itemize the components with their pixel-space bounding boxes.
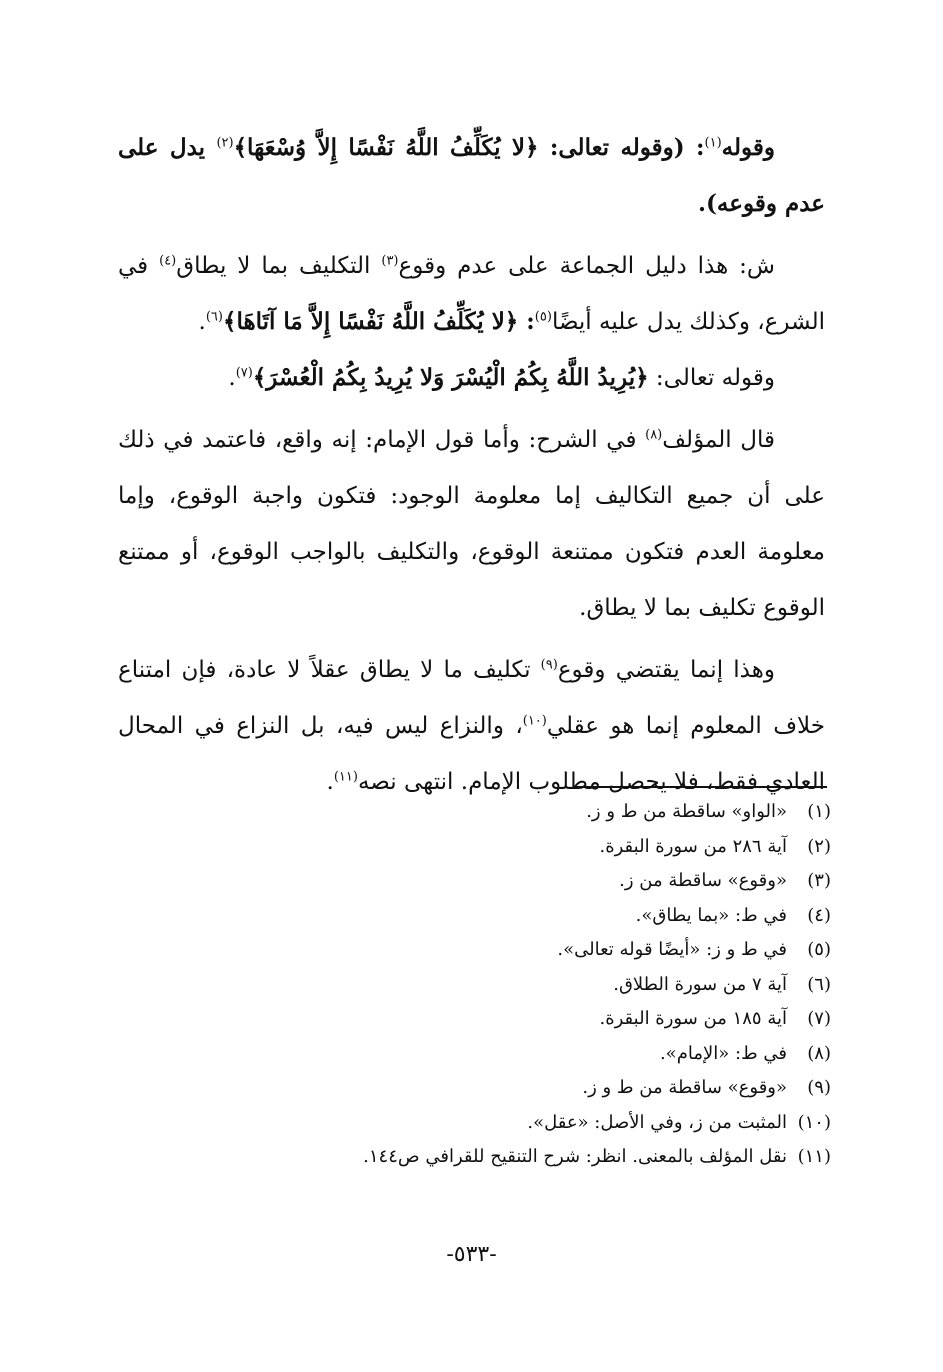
text-run: ش: هذا دليل الجماعة على عدم وقوع	[398, 253, 776, 279]
footnote-item	[191, 933, 831, 968]
bold-text: يدل على عدم وقوعه).	[118, 134, 825, 217]
footnote-ref: (٣)	[381, 253, 399, 269]
text-run: .	[198, 309, 206, 335]
footnote-item	[191, 1071, 831, 1106]
footnote-number: (٨)	[807, 1042, 831, 1064]
footnote-ref: (٩)	[540, 657, 558, 673]
footnote-number: (١٠)	[797, 1111, 831, 1133]
page-number: -٥٣٣-	[446, 1242, 497, 1267]
footnote-number: (١١)	[797, 1146, 831, 1167]
footnote-number: (٣)	[807, 870, 831, 891]
footnote-ref: (٦)	[205, 309, 223, 325]
text-run: .	[326, 769, 334, 795]
footnote-number: (٦)	[807, 973, 831, 995]
paragraph	[118, 412, 825, 636]
paragraph	[118, 120, 825, 232]
footnote-number: (٤)	[807, 904, 831, 926]
main-text	[118, 120, 825, 816]
text-run: وقوله تعالى:	[648, 365, 775, 391]
footnote-ref: (٤)	[159, 253, 177, 269]
text-run: التكليف بما لا يطاق	[176, 253, 382, 279]
text-run: ، والنزاع ليس فيه، بل النزاع في المحال العادي فقط، فلا يحصل مطلوب الإمام. انتهى نصه	[118, 713, 825, 795]
footnote-item	[191, 864, 831, 899]
footnote-number: (٢)	[807, 835, 831, 857]
footnote-text: آية ٧ من سورة الطلاق.	[613, 973, 787, 995]
footnote-item	[191, 968, 831, 1003]
footnotes-list	[191, 795, 831, 1175]
footnote-ref: (٢)	[216, 135, 234, 151]
footnote-text: في ط: «بما يطاق».	[635, 904, 787, 926]
footnote-ref: (٧)	[235, 365, 253, 381]
text-run: في الشرح: وأما قول الإمام: إنه واقع، فاعتمد في ذلك على أن جميع التكاليف إما معلومة الوجود: فتكون واجبة الوقوع، وإما معلومة العدم فتكون ممتنعة الوقوع، والتكليف بالواجب الوقوع، أو ممتنع الوقوع تكليف بما لا يطاق.	[118, 427, 825, 621]
footnote-item	[191, 795, 831, 830]
footnote-text: «وقوع» ساقطة من ط و ز.	[582, 1077, 787, 1098]
bold-text: : ﴿لا يُكَلِّفُ اللَّهُ نَفْسًا إِلاَّ مَا آتَاهَا﴾	[222, 308, 535, 335]
footnote-ref: (١)	[704, 135, 722, 151]
text-run: وهذا إنما يقتضي وقوع	[557, 657, 775, 683]
footnote-item	[191, 1002, 831, 1037]
paragraph	[118, 350, 825, 406]
text-run: في الشرع، وكذلك يدل عليه أيضًا	[118, 253, 825, 335]
footnote-number: (١)	[807, 801, 831, 822]
paragraph	[118, 642, 825, 810]
footnote-text: في ط: «الإمام».	[659, 1042, 787, 1064]
paragraph	[118, 238, 825, 350]
footnote-text: «وقوع» ساقطة من ز.	[619, 870, 787, 891]
footnote-ref: (٨)	[645, 427, 663, 443]
footnote-ref: (٥)	[534, 309, 552, 325]
footnote-text: المثبت من ز، وفي الأصل: «عقل».	[527, 1111, 787, 1133]
footnote-text: نقل المؤلف بالمعنى. انظر: شرح التنقيح للقرافي ص١٤٤.	[363, 1146, 787, 1167]
footnote-ref: (١٠)	[522, 713, 547, 729]
footnote-text: «الواو» ساقطة من ط و ز.	[586, 801, 787, 822]
footnote-text: آية ١٨٥ من سورة البقرة.	[599, 1008, 787, 1029]
text-run: تكليف ما لا يطاق عقلاً لا عادة، فإن امتناع خلاف المعلوم إنما هو عقلي	[118, 657, 825, 739]
footnote-item	[191, 899, 831, 934]
footnote-item	[191, 1140, 831, 1175]
bold-text: ﴿يُرِيدُ اللَّهُ بِكُمُ الْيُسْرَ وَلا يُرِيدُ بِكُمُ الْعُسْرَ﴾	[252, 364, 649, 391]
bold-text: : (وقوله تعالى: ﴿لا يُكَلِّفُ اللَّهُ نَفْسًا إِلاَّ وُسْعَهَا﴾	[233, 134, 705, 161]
footnote-number: (٧)	[807, 1008, 831, 1029]
footnote-ref: (١١)	[333, 769, 358, 785]
footnote-number: (٩)	[807, 1077, 831, 1098]
footnote-number: (٥)	[807, 939, 831, 960]
footnote-item	[191, 1037, 831, 1072]
footnote-separator	[575, 786, 827, 788]
text-run: .	[228, 365, 236, 391]
footnote-text: آية ٢٨٦ من سورة البقرة.	[599, 835, 787, 857]
text-run: قال المؤلف	[662, 427, 775, 453]
footnote-item	[191, 1106, 831, 1141]
footnote-text: في ط و ز: «أيضًا قوله تعالى».	[557, 939, 787, 960]
bold-text: وقوله	[721, 134, 775, 161]
footnote-item	[191, 830, 831, 865]
